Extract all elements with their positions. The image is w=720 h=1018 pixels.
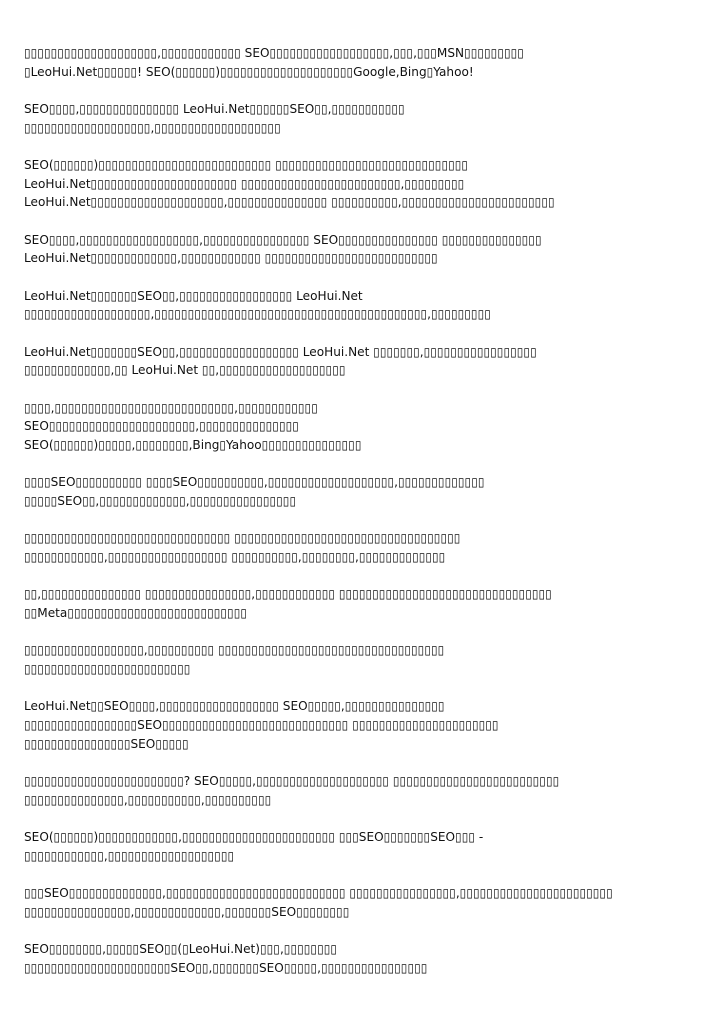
text-line: ▯▯▯▯▯▯▯▯▯▯▯▯▯▯▯▯▯▯▯,▯▯▯▯▯▯▯▯▯▯▯▯▯▯▯▯▯▯▯	[24, 120, 281, 135]
text-line: ▯▯▯▯▯▯▯▯▯▯▯▯▯▯▯,▯▯▯▯▯▯▯▯▯▯▯,▯▯▯▯▯▯▯▯▯▯	[24, 792, 272, 807]
text-line: LeoHui.Net▯▯SEO▯▯▯▯,▯▯▯▯▯▯▯▯▯▯▯▯▯▯▯▯▯▯ SEO▯▯▯▯▯,▯▯▯▯▯▯▯▯▯▯▯▯▯▯▯	[24, 699, 445, 714]
text-line: SEO(▯▯▯▯▯▯)▯▯▯▯▯▯▯▯▯▯▯▯,▯▯▯▯▯▯▯▯▯▯▯▯▯▯▯▯▯▯▯▯▯▯▯ ▯▯▯SEO▯▯▯▯▯▯▯SEO▯▯▯ -	[24, 830, 484, 845]
text-line: LeoHui.Net▯▯▯▯▯▯▯SEO▯▯,▯▯▯▯▯▯▯▯▯▯▯▯▯▯▯▯▯▯ LeoHui.Net ▯▯▯▯▯▯▯,▯▯▯▯▯▯▯▯▯▯▯▯▯▯▯▯▯	[24, 344, 537, 359]
text-line: ▯▯▯▯▯SEO▯▯,▯▯▯▯▯▯▯▯▯▯▯▯▯,▯▯▯▯▯▯▯▯▯▯▯▯▯▯▯▯	[24, 494, 297, 509]
text-line: ▯▯▯SEO▯▯▯▯▯▯▯▯▯▯▯▯▯▯,▯▯▯▯▯▯▯▯▯▯▯▯▯▯▯▯▯▯▯▯▯▯▯▯▯▯▯ ▯▯▯▯▯▯▯▯▯▯▯▯▯▯▯▯,▯▯▯▯▯▯▯▯▯▯▯▯▯▯▯▯▯▯▯▯▯▯▯	[24, 886, 613, 901]
paragraph	[24, 641, 700, 678]
text-line: ▯▯▯▯▯▯▯▯▯▯▯▯▯▯▯▯▯▯▯▯▯▯SEO▯▯,▯▯▯▯▯▯▯SEO▯▯▯▯▯,▯▯▯▯▯▯▯▯▯▯▯▯▯▯▯▯	[24, 960, 428, 975]
text-line: ▯▯Meta▯▯▯▯▯▯▯▯▯▯▯▯▯▯▯▯▯▯▯▯▯▯▯▯▯▯▯	[24, 606, 248, 621]
paragraph	[24, 697, 700, 753]
text-line: ▯▯▯▯▯▯▯▯▯▯▯▯▯▯▯▯▯▯▯▯▯▯▯▯▯▯▯▯▯▯▯ ▯▯▯▯▯▯▯▯▯▯▯▯▯▯▯▯▯▯▯▯▯▯▯▯▯▯▯▯▯▯▯▯▯▯	[24, 531, 461, 546]
text-line: ▯LeoHui.Net▯▯▯▯▯▯! SEO(▯▯▯▯▯▯)▯▯▯▯▯▯▯▯▯▯▯▯▯▯▯▯▯▯▯▯Google,Bing▯Yahoo!	[24, 64, 474, 79]
paragraph	[24, 100, 700, 137]
paragraph	[24, 44, 700, 81]
text-line: ▯▯▯▯▯▯▯▯▯▯▯▯▯▯▯▯▯SEO▯▯▯▯▯▯▯▯▯▯▯▯▯▯▯▯▯▯▯▯▯▯▯▯▯▯▯▯ ▯▯▯▯▯▯▯▯▯▯▯▯▯▯▯▯▯▯▯▯▯▯	[24, 718, 499, 733]
text-line: SEO▯▯▯▯,▯▯▯▯▯▯▯▯▯▯▯▯▯▯▯▯▯▯,▯▯▯▯▯▯▯▯▯▯▯▯▯▯▯▯ SEO▯▯▯▯▯▯▯▯▯▯▯▯▯▯▯ ▯▯▯▯▯▯▯▯▯▯▯▯▯▯▯	[24, 232, 542, 247]
text-line: ▯▯▯▯▯▯▯▯▯▯▯▯,▯▯▯▯▯▯▯▯▯▯▯▯▯▯▯▯▯▯▯	[24, 848, 235, 863]
paragraph	[24, 940, 700, 977]
text-line: ▯▯▯▯▯▯▯▯▯▯▯▯▯▯▯▯SEO▯▯▯▯▯	[24, 736, 189, 751]
paragraph	[24, 585, 700, 622]
text-line: ▯▯▯▯▯▯▯▯▯▯▯▯▯▯▯▯▯▯▯▯▯▯▯▯? SEO▯▯▯▯▯,▯▯▯▯▯▯▯▯▯▯▯▯▯▯▯▯▯▯▯▯ ▯▯▯▯▯▯▯▯▯▯▯▯▯▯▯▯▯▯▯▯▯▯▯▯▯	[24, 774, 560, 789]
text-line: SEO▯▯▯▯▯▯▯▯▯▯▯▯▯▯▯▯▯▯▯▯▯▯,▯▯▯▯▯▯▯▯▯▯▯▯▯▯▯	[24, 419, 299, 434]
text-line: ▯▯,▯▯▯▯▯▯▯▯▯▯▯▯▯▯▯ ▯▯▯▯▯▯▯▯▯▯▯▯▯▯▯▯,▯▯▯▯▯▯▯▯▯▯▯▯ ▯▯▯▯▯▯▯▯▯▯▯▯▯▯▯▯▯▯▯▯▯▯▯▯▯▯▯▯▯▯▯▯	[24, 587, 552, 602]
text-line: ▯▯▯▯▯▯▯▯▯▯▯▯▯▯▯▯▯▯▯▯▯▯▯▯▯	[24, 662, 191, 677]
paragraph	[24, 399, 700, 455]
text-line: ▯▯▯▯▯▯▯▯▯▯▯▯▯▯▯▯▯▯▯,▯▯▯▯▯▯▯▯▯▯▯▯▯▯▯▯▯▯▯▯▯▯▯▯▯▯▯▯▯▯▯▯▯▯▯▯▯▯▯▯▯,▯▯▯▯▯▯▯▯▯	[24, 307, 491, 322]
text-line: SEO(▯▯▯▯▯▯)▯▯▯▯▯,▯▯▯▯▯▯▯▯,Bing▯Yahoo▯▯▯▯▯▯▯▯▯▯▯▯▯▯▯	[24, 438, 362, 453]
paragraph	[24, 529, 700, 566]
text-line: ▯▯▯▯SEO▯▯▯▯▯▯▯▯▯▯ ▯▯▯▯SEO▯▯▯▯▯▯▯▯▯▯,▯▯▯▯▯▯▯▯▯▯▯▯▯▯▯▯▯▯▯,▯▯▯▯▯▯▯▯▯▯▯▯▯	[24, 475, 485, 490]
text-line: ▯▯▯▯▯▯▯▯▯▯▯▯▯▯▯▯▯▯▯▯,▯▯▯▯▯▯▯▯▯▯▯▯ SEO▯▯▯▯▯▯▯▯▯▯▯▯▯▯▯▯▯▯,▯▯▯,▯▯▯MSN▯▯▯▯▯▯▯▯▯	[24, 46, 524, 60]
text-line: ▯▯▯▯▯▯▯▯▯▯▯▯▯▯▯▯▯▯,▯▯▯▯▯▯▯▯▯▯ ▯▯▯▯▯▯▯▯▯▯▯▯▯▯▯▯▯▯▯▯▯▯▯▯▯▯▯▯▯▯▯▯▯▯	[24, 643, 445, 658]
text-line: ▯▯▯▯▯▯▯▯▯▯▯▯▯,▯▯ LeoHui.Net ▯▯,▯▯▯▯▯▯▯▯▯▯▯▯▯▯▯▯▯▯▯	[24, 363, 346, 378]
paragraph	[24, 772, 700, 809]
text-line: SEO(▯▯▯▯▯▯)▯▯▯▯▯▯▯▯▯▯▯▯▯▯▯▯▯▯▯▯▯▯▯▯▯▯ ▯▯▯▯▯▯▯▯▯▯▯▯▯▯▯▯▯▯▯▯▯▯▯▯▯▯▯▯▯	[24, 158, 469, 172]
text-line: LeoHui.Net▯▯▯▯▯▯▯SEO▯▯,▯▯▯▯▯▯▯▯▯▯▯▯▯▯▯▯▯ LeoHui.Net	[24, 288, 363, 303]
paragraph	[24, 287, 700, 324]
paragraph	[24, 343, 700, 380]
paragraph	[24, 473, 700, 510]
text-line: ▯▯▯▯▯▯▯▯▯▯▯▯▯▯▯▯,▯▯▯▯▯▯▯▯▯▯▯▯▯,▯▯▯▯▯▯▯SEO▯▯▯▯▯▯▯▯	[24, 904, 350, 919]
text-line: LeoHui.Net▯▯▯▯▯▯▯▯▯▯▯▯▯,▯▯▯▯▯▯▯▯▯▯▯▯ ▯▯▯▯▯▯▯▯▯▯▯▯▯▯▯▯▯▯▯▯▯▯▯▯▯▯	[24, 251, 438, 266]
document-body	[24, 44, 700, 996]
text-line: SEO▯▯▯▯▯▯▯▯,▯▯▯▯▯SEO▯▯(▯LeoHui.Net)▯▯▯,▯▯▯▯▯▯▯▯	[24, 942, 338, 957]
paragraph	[24, 231, 700, 268]
text-line: ▯▯▯▯,▯▯▯▯▯▯▯▯▯▯▯▯▯▯▯▯▯▯▯▯▯▯▯▯▯▯▯,▯▯▯▯▯▯▯▯▯▯▯▯	[24, 400, 318, 415]
text-line: LeoHui.Net▯▯▯▯▯▯▯▯▯▯▯▯▯▯▯▯▯▯▯▯▯▯ ▯▯▯▯▯▯▯▯▯▯▯▯▯▯▯▯▯▯▯▯▯▯▯▯,▯▯▯▯▯▯▯▯▯	[24, 176, 465, 191]
paragraph	[24, 828, 700, 865]
text-line: ▯▯▯▯▯▯▯▯▯▯▯▯,▯▯▯▯▯▯▯▯▯▯▯▯▯▯▯▯▯▯ ▯▯▯▯▯▯▯▯▯▯,▯▯▯▯▯▯▯▯,▯▯▯▯▯▯▯▯▯▯▯▯▯	[24, 550, 446, 565]
paragraph	[24, 156, 700, 212]
text-line: LeoHui.Net▯▯▯▯▯▯▯▯▯▯▯▯▯▯▯▯▯▯▯▯,▯▯▯▯▯▯▯▯▯▯▯▯▯▯▯ ▯▯▯▯▯▯▯▯▯▯,▯▯▯▯▯▯▯▯▯▯▯▯▯▯▯▯▯▯▯▯▯▯▯	[24, 195, 555, 210]
text-line: SEO▯▯▯▯,▯▯▯▯▯▯▯▯▯▯▯▯▯▯▯ LeoHui.Net▯▯▯▯▯▯SEO▯▯,▯▯▯▯▯▯▯▯▯▯▯	[24, 102, 405, 116]
paragraph	[24, 884, 700, 921]
